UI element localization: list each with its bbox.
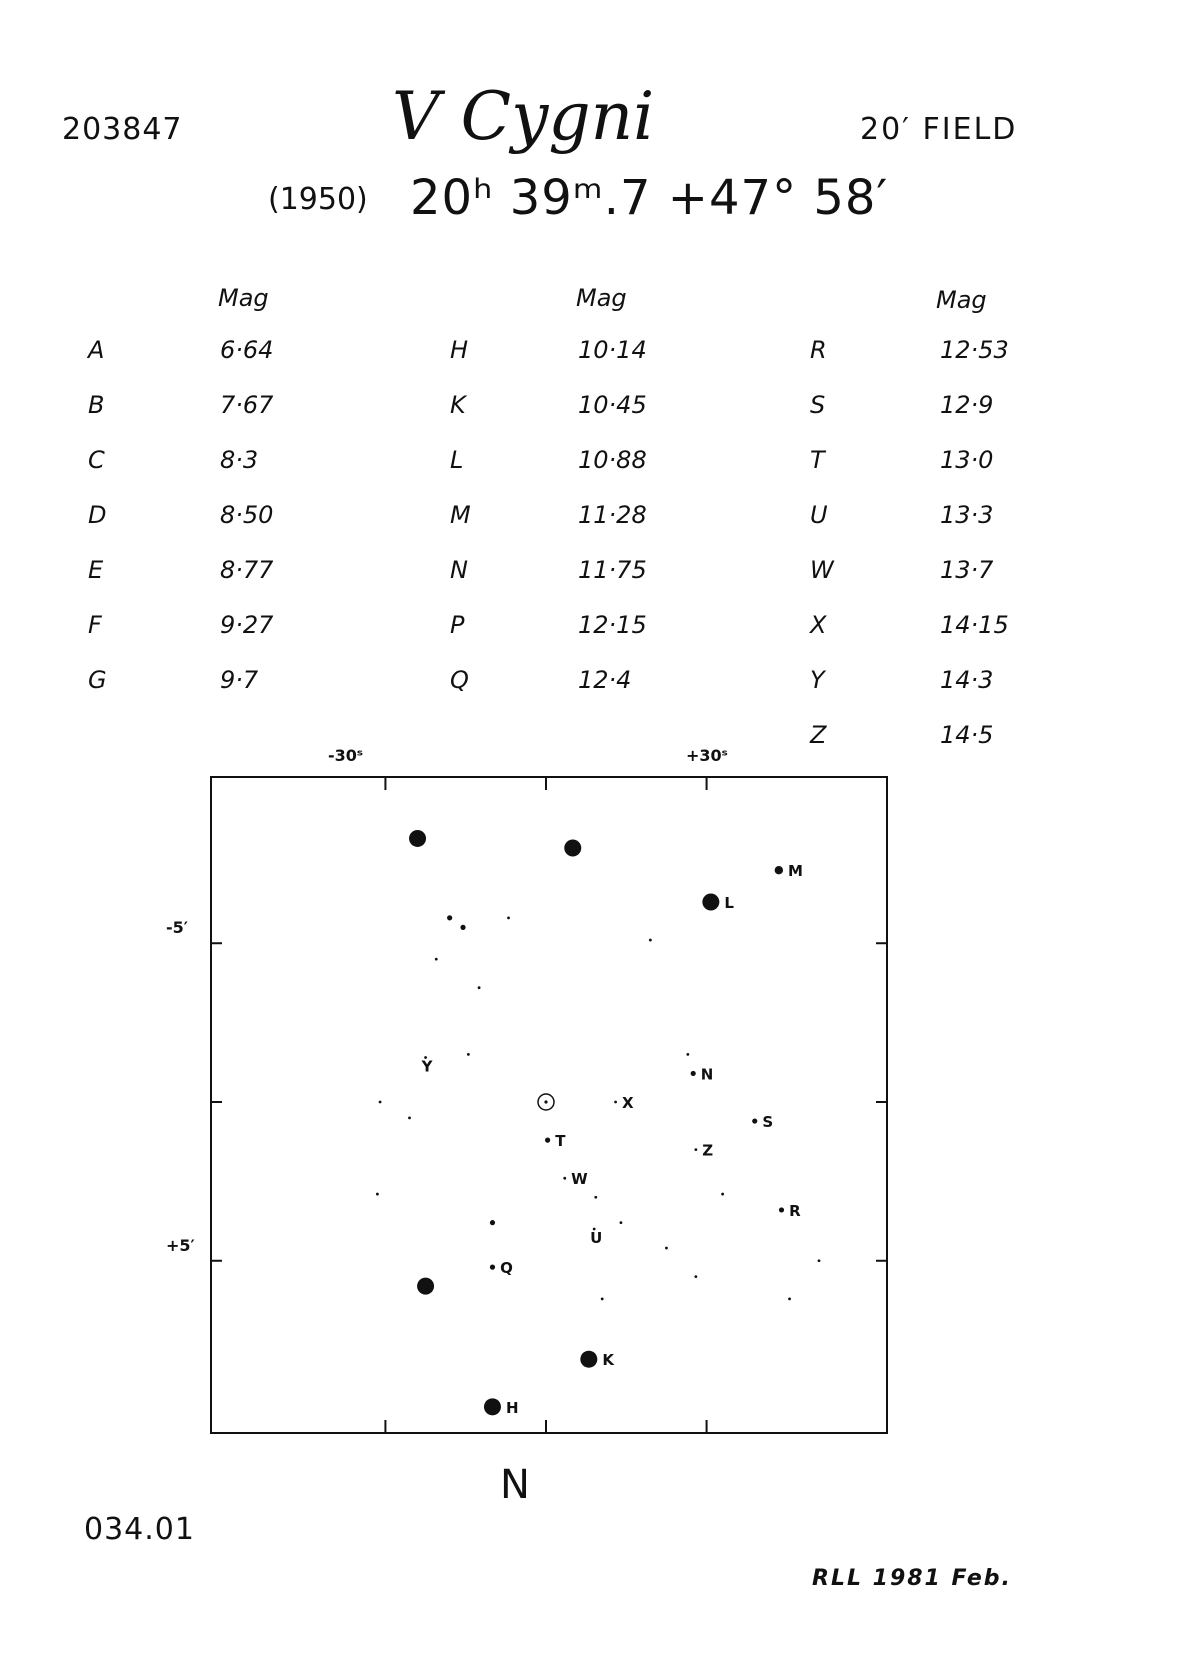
star-id: S xyxy=(810,391,826,419)
star-point xyxy=(721,1193,724,1196)
star-label: R xyxy=(789,1201,801,1220)
star-point xyxy=(614,1101,617,1104)
star-point xyxy=(694,1148,697,1151)
star-point xyxy=(490,1265,495,1270)
star-id: L xyxy=(450,446,464,474)
star-magnitude: 9·27 xyxy=(220,611,274,639)
variable-star-dot xyxy=(544,1100,547,1103)
star-point xyxy=(490,1220,495,1225)
star-point xyxy=(601,1297,604,1300)
star-id: X xyxy=(810,611,827,639)
star-point xyxy=(435,958,438,961)
ra-label-right: +30ˢ xyxy=(686,746,728,765)
star-point xyxy=(447,915,452,920)
star-magnitude: 10·14 xyxy=(578,336,647,364)
star-id: W xyxy=(810,556,834,584)
star-point xyxy=(818,1259,821,1262)
star-point xyxy=(376,1193,379,1196)
star-id: F xyxy=(88,611,102,639)
star-magnitude: 12·4 xyxy=(578,666,632,694)
coordinates: 20ʰ 39ᵐ.7 +47° 58′ xyxy=(410,170,889,226)
star-point xyxy=(702,893,719,910)
star-id: G xyxy=(88,666,107,694)
chart-code: 034.01 xyxy=(84,1512,195,1547)
star-magnitude: 12·53 xyxy=(940,336,1009,364)
star-id: Z xyxy=(810,721,827,749)
star-label: U xyxy=(590,1229,603,1248)
ra-label-left: -30ˢ xyxy=(328,746,363,765)
star-label: N xyxy=(700,1065,714,1084)
star-point xyxy=(686,1053,689,1056)
dec-label-bottom: +5′ xyxy=(166,1236,195,1255)
star-label: T xyxy=(555,1132,566,1151)
star-label: Y xyxy=(421,1057,433,1076)
chart-title: V Cygni xyxy=(392,78,655,155)
star-id: K xyxy=(450,391,466,419)
star-label: H xyxy=(505,1398,519,1417)
star-id: R xyxy=(810,336,827,364)
finder-chart-svg xyxy=(212,778,886,1432)
star-magnitude: 11·28 xyxy=(578,501,647,529)
star-magnitude: 12·9 xyxy=(940,391,994,419)
star-point xyxy=(408,1116,411,1119)
star-point xyxy=(691,1071,696,1076)
star-magnitude: 8·3 xyxy=(220,446,259,474)
star-magnitude: 8·50 xyxy=(220,501,274,529)
star-point xyxy=(580,1351,597,1368)
mag-header-3: Mag xyxy=(936,286,987,314)
star-magnitude: 14·3 xyxy=(940,666,994,694)
star-id: M xyxy=(450,501,471,529)
dec-label-top: -5′ xyxy=(166,918,188,937)
star-label: Q xyxy=(500,1259,513,1278)
star-point xyxy=(417,1278,434,1295)
star-point xyxy=(564,839,581,856)
star-point xyxy=(694,1275,697,1278)
star-label: M xyxy=(788,862,803,881)
star-magnitude: 14·15 xyxy=(940,611,1009,639)
star-label: S xyxy=(762,1113,774,1132)
star-label: X xyxy=(621,1094,634,1112)
star-id: H xyxy=(450,336,469,364)
mag-header-2: Mag xyxy=(576,284,627,312)
star-point xyxy=(460,925,465,930)
star-id: N xyxy=(450,556,468,584)
star-magnitude: 9·7 xyxy=(220,666,259,694)
star-magnitude: 6·64 xyxy=(220,336,274,364)
star-point xyxy=(484,1398,501,1415)
star-magnitude: 7·67 xyxy=(220,391,274,419)
finder-chart xyxy=(210,776,888,1434)
star-point xyxy=(752,1118,757,1123)
star-id: A xyxy=(88,336,105,364)
star-magnitude: 14·5 xyxy=(940,721,994,749)
star-id: D xyxy=(88,501,107,529)
star-label: K xyxy=(602,1351,614,1370)
star-magnitude: 11·75 xyxy=(578,556,647,584)
star-magnitude: 10·88 xyxy=(578,446,647,474)
star-label: W xyxy=(571,1170,588,1189)
star-point xyxy=(545,1138,550,1143)
star-point xyxy=(478,986,481,989)
chart-id: 203847 xyxy=(62,112,183,147)
credit: RLL 1981 Feb. xyxy=(812,1566,1012,1591)
star-point xyxy=(665,1247,668,1250)
star-magnitude: 12·15 xyxy=(578,611,647,639)
star-point xyxy=(563,1177,566,1180)
star-point xyxy=(379,1101,382,1104)
star-id: T xyxy=(810,446,825,474)
star-point xyxy=(649,939,652,942)
star-point xyxy=(788,1297,791,1300)
star-id: B xyxy=(88,391,105,419)
star-magnitude: 13·3 xyxy=(940,501,994,529)
star-point xyxy=(775,866,783,874)
star-magnitude: 8·77 xyxy=(220,556,274,584)
star-id: P xyxy=(450,611,465,639)
star-id: Y xyxy=(810,666,825,694)
north-label: N xyxy=(500,1462,530,1508)
star-point xyxy=(594,1196,597,1199)
star-label: L xyxy=(724,893,734,912)
star-magnitude: 13·7 xyxy=(940,556,994,584)
star-magnitude: 10·45 xyxy=(578,391,647,419)
star-point xyxy=(620,1221,623,1224)
mag-header-1: Mag xyxy=(218,284,269,312)
star-id: E xyxy=(88,556,104,584)
star-id: U xyxy=(810,501,828,529)
field-size: 20′ FIELD xyxy=(860,112,1018,147)
star-point xyxy=(507,916,510,919)
star-point xyxy=(409,830,426,847)
star-id: Q xyxy=(450,666,469,694)
star-point xyxy=(779,1207,784,1212)
star-label: Z xyxy=(702,1141,714,1160)
epoch: (1950) xyxy=(268,182,368,217)
star-magnitude: 13·0 xyxy=(940,446,994,474)
star-point xyxy=(467,1053,470,1056)
star-id: C xyxy=(88,446,105,474)
